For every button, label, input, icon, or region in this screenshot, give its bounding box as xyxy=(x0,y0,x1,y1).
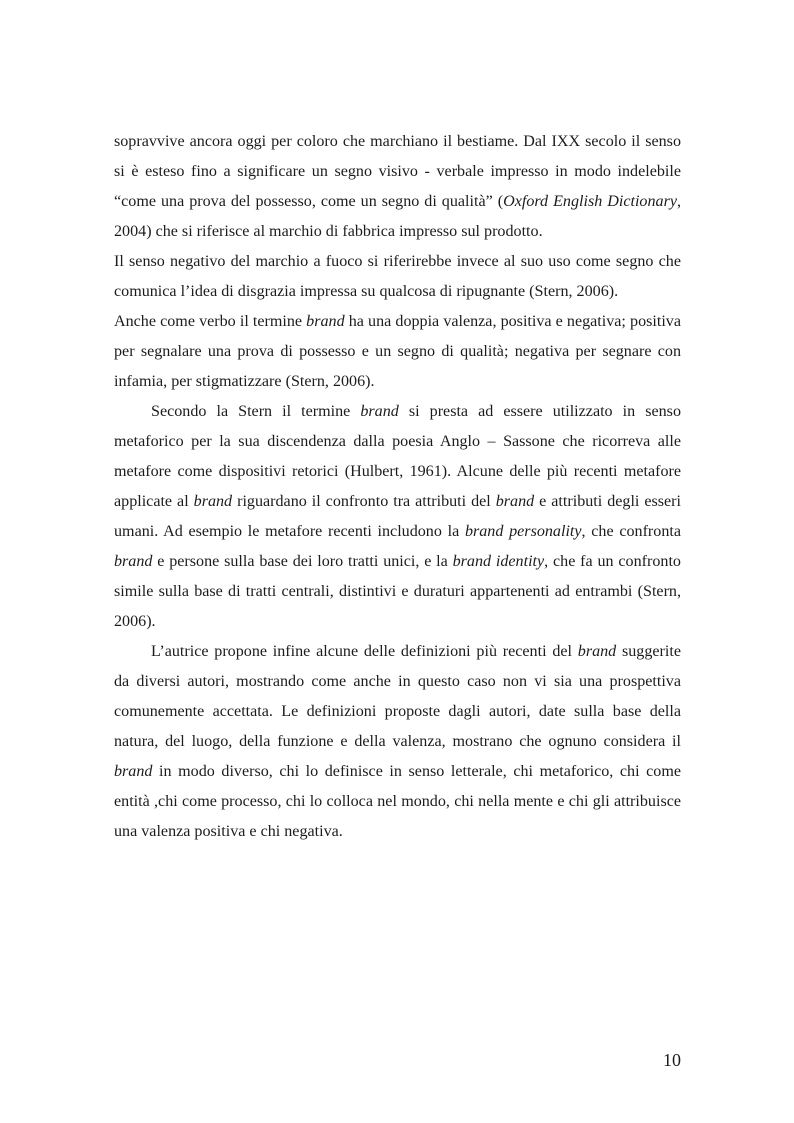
text-segment: ha una doppia valenza, positiva e negativa; positiva per segnalare una prova di possesso e un segno di qualità; negativa per segnare con infamia, per stigmatizzare (Stern, 2006). xyxy=(114,313,681,390)
text-segment: e persone sulla base dei loro tratti unici, e la xyxy=(152,553,453,570)
italic-text: brand xyxy=(360,403,399,420)
italic-text: brand xyxy=(306,313,345,330)
text-segment: , 2004) che si riferisce al marchio di fabbrica impresso sul prodotto. xyxy=(114,193,682,240)
text-segment: riguardano il confronto tra attributi del xyxy=(232,493,496,510)
italic-text: brand xyxy=(193,493,233,510)
italic-text: brand identity xyxy=(452,553,545,570)
paragraph xyxy=(114,637,681,847)
text-segment: in modo diverso, chi lo definisce in senso letterale, chi metaforico, chi come entità ,chi come processo, chi lo colloca nel mondo, chi nella mente e chi gli attribuisce una valenza positiva e chi negativa. xyxy=(114,763,681,840)
text-segment: Secondo la Stern il termine xyxy=(151,403,361,420)
italic-text: brand xyxy=(114,763,153,780)
italic-text: brand xyxy=(495,493,535,510)
document-body xyxy=(114,127,681,847)
page-number: 10 xyxy=(663,1050,681,1070)
text-segment: , che fa un confronto simile sulla base di tratti centrali, distintivi e duraturi appartenenti ad entrambi (Stern, 2006). xyxy=(114,553,681,630)
italic-text: brand xyxy=(114,553,153,570)
text-segment: e attributi degli esseri umani. Ad esempio le metafore recenti includono la xyxy=(114,493,681,540)
text-segment: sopravvive ancora oggi per coloro che marchiano il bestiame. Dal IXX secolo il senso si è esteso fino a significare un segno visivo - verbale impresso in modo indelebile “come una prova del possesso, come un segno di qualità” ( xyxy=(114,133,681,210)
text-segment: Anche come verbo il termine xyxy=(114,313,307,330)
paragraph xyxy=(114,397,681,637)
text-segment: si presta ad essere utilizzato in senso metaforico per la sua discendenza dalla poesia Anglo – Sassone che ricorreva alle metafore come dispositivi retorici (Hulbert, 1961). Alcune delle più recenti metafore applicate al xyxy=(114,403,681,510)
italic-text: brand personality xyxy=(464,523,582,540)
italic-text: Oxford English Dictionary xyxy=(503,193,677,210)
paragraph xyxy=(114,307,681,397)
text-segment: Il senso negativo del marchio a fuoco si riferirebbe invece al suo uso come segno che comunica l’idea di disgrazia impressa su qualcosa di ripugnante (Stern, 2006). xyxy=(114,253,681,300)
paragraph xyxy=(114,127,681,247)
paragraph xyxy=(114,247,681,307)
text-segment: suggerite da diversi autori, mostrando come anche in questo caso non vi sia una prospettiva comunemente accettata. Le definizioni proposte dagli autori, date sulla base della natura, del luogo, della funzione e della valenza, mostrano che ognuno considera il xyxy=(114,643,681,750)
italic-text: brand xyxy=(577,643,617,660)
text-segment: L’autrice propone infine alcune delle definizioni più recenti del xyxy=(151,643,578,660)
text-segment: , che confronta xyxy=(581,523,681,540)
